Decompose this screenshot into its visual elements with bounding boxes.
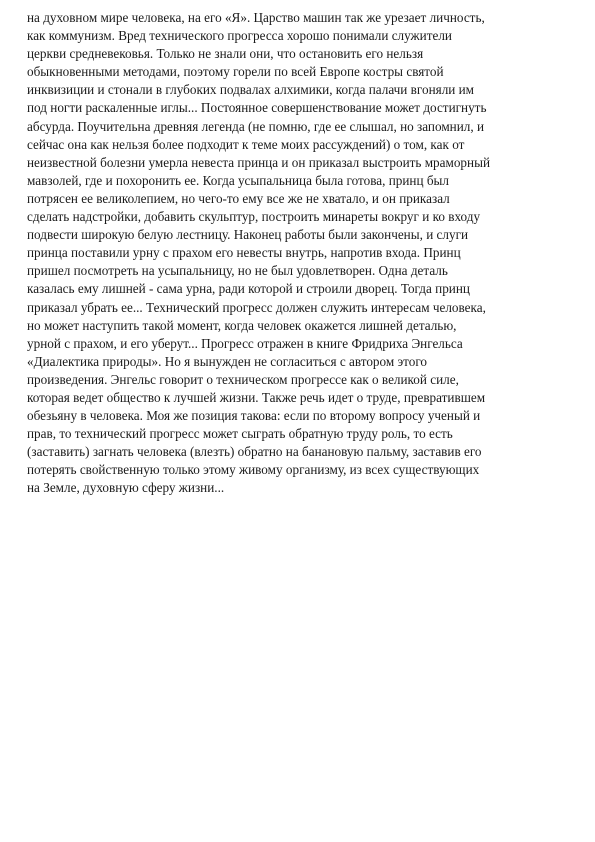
text-line: которая ведет общество к лучшей жизни. Также речь идет о труде, превратившем [27, 389, 486, 405]
text-line: сделать надстройки, добавить скульптур, построить минареты вокруг и ко входу [27, 209, 481, 225]
text-line: но может наступить такой момент, когда человек окажется лишней деталью, [27, 317, 457, 333]
text-line: подвести широкую белую лестницу. Наконец работы были закончены, и слуги [27, 227, 469, 243]
text-line: прав, то технический прогресс может сыграть обратную труду роль, то есть [27, 426, 453, 442]
text-line: приказал убрать ее... Технический прогресс должен служить интересам человека, [27, 299, 486, 315]
text-line: казалась ему лишней - сама урна, ради которой и строили дворец. Тогда принц [27, 281, 470, 297]
essay-text [27, 9, 575, 498]
text-line: принца поставили урну с прахом его невесты внутрь, напротив входа. Принц [27, 245, 461, 261]
text-line: урной с прахом, и его уберут... Прогресс отражен в книге Фридриха Энгельса [27, 335, 463, 351]
text-line: неизвестной болезни умерла невеста принца и он приказал выстроить мраморный [27, 154, 490, 170]
text-line: (заставить) загнать человека (влезть) обратно на банановую пальму, заставив его [27, 444, 482, 460]
text-line: потерять свойственную только этому живому организму, из всех существующих [27, 462, 480, 478]
text-line: потрясен ее великолепием, но чего-то ему все же не хватало, и он приказал [27, 190, 450, 206]
text-line: произведения. Энгельс говорит о техническом прогрессе как о великой силе, [27, 371, 459, 387]
text-line: «Диалектика природы». Но я вынужден не согласиться с автором этого [27, 353, 428, 369]
text-line: мавзолей, где и похоронить ее. Когда усыпальница была готова, принц был [27, 172, 449, 188]
text-line: на духовном мире человека, на его «Я». Царство машин так же урезает личность, [27, 10, 485, 25]
text-line: абсурда. Поучительна древняя легенда (не помню, где ее слышал, но запомнил, и [27, 118, 485, 134]
text-line: под ногти раскаленные иглы... Постоянное совершенствование может достигнуть [27, 100, 487, 116]
text-line: обыкновенными методами, поэтому горели по всей Европе костры святой [27, 64, 444, 80]
text-line: сейчас она как нельзя более подходит к теме моих рассуждений) о том, как от [27, 136, 465, 152]
text-line: церкви средневековья. Только не знали они, что остановить его нельзя [27, 46, 424, 62]
text-line: инквизиции и стонали в глубоких подвалах алхимики, когда палачи вгоняли им [27, 82, 475, 98]
text-line: как коммунизм. Вред технического прогресса хорошо понимали служители [27, 28, 452, 44]
text-line: обезьяну в человека. Моя же позиция такова: если по второму вопросу ученый и [27, 408, 481, 424]
text-line: пришел посмотреть на усыпальницу, но не был удовлетворен. Одна деталь [27, 263, 448, 279]
text-line: на Земле, духовную сферу жизни... [27, 480, 225, 496]
